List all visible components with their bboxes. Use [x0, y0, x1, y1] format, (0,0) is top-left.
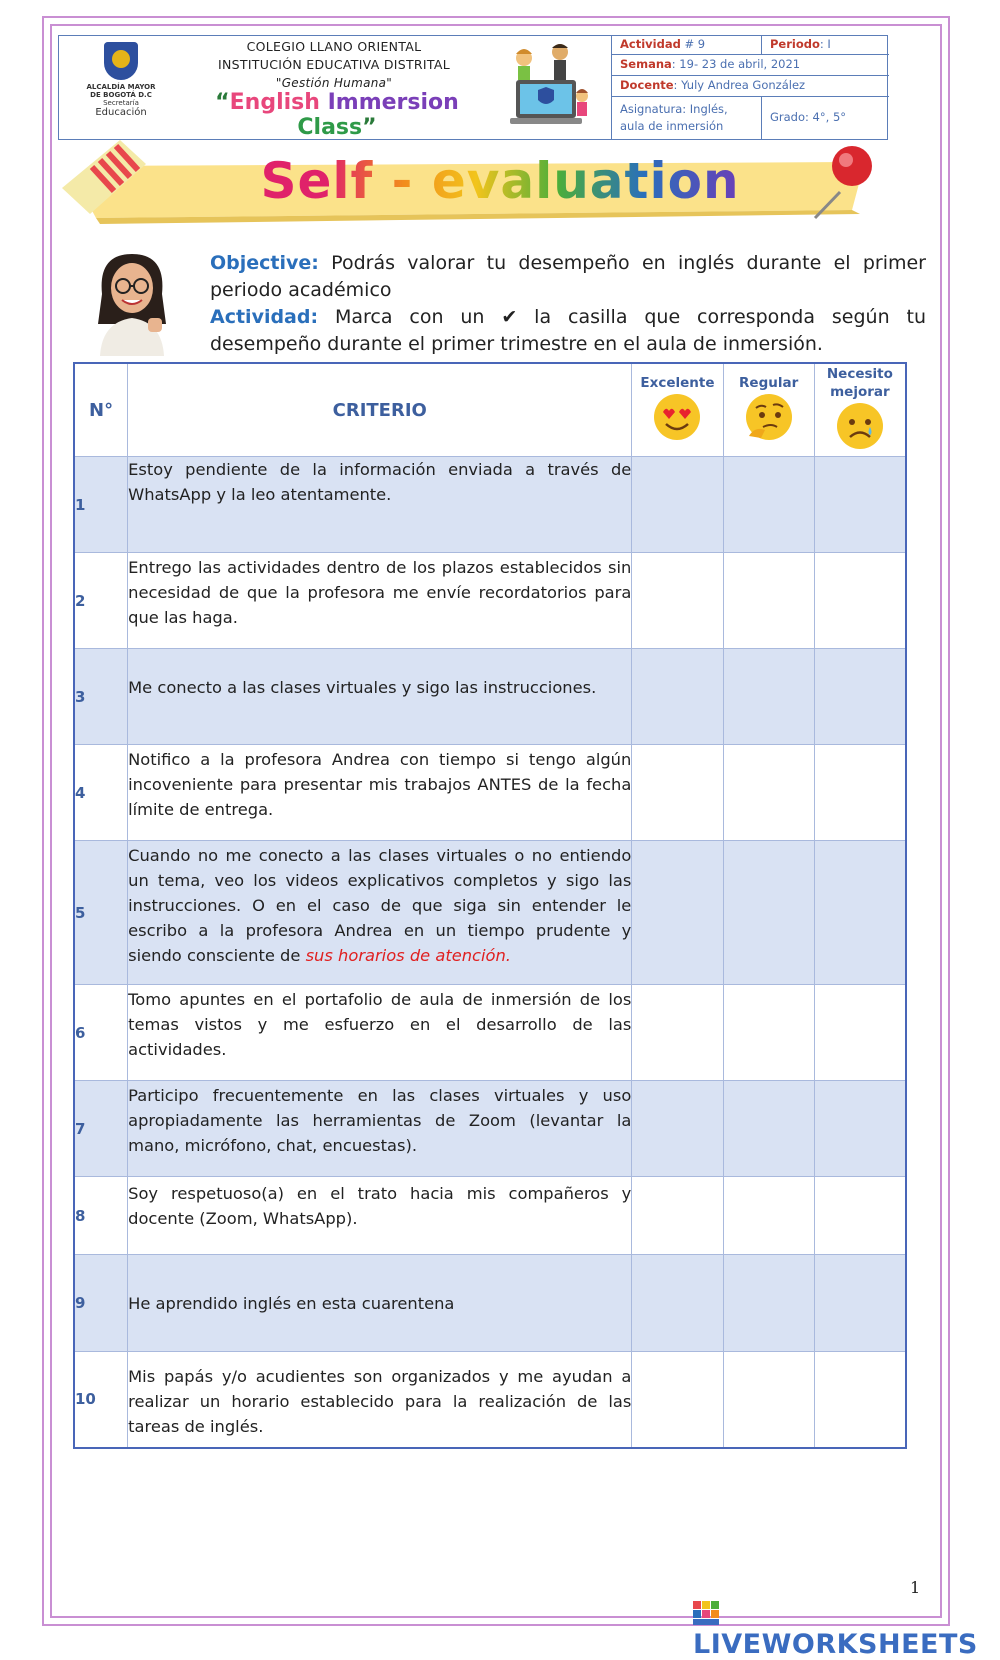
row-number: 10: [74, 1352, 128, 1448]
cell-excelente[interactable]: [632, 649, 723, 745]
objective-paragraph: [210, 250, 926, 304]
docente-value: : Yuly Andrea González: [673, 78, 806, 92]
table-row: [74, 649, 906, 745]
header-info: [611, 35, 888, 140]
cell-necesito-mejorar[interactable]: [814, 1177, 906, 1255]
page-title: [0, 152, 1000, 210]
eic-word-immersion: Immersion: [327, 90, 459, 115]
info-docente: [612, 76, 889, 96]
info-periodo: [762, 35, 889, 55]
cell-excelente[interactable]: [632, 457, 723, 553]
col-header-excelente: [632, 363, 723, 457]
title-text: Self - evaluation: [260, 152, 740, 210]
eic-word-english: English: [229, 90, 320, 115]
actividad-value: # 9: [680, 37, 706, 51]
row-criterio: Participo frecuentemente en las clases virtuales y uso apropiadamente las herramientas de Zoom (levantar la mano, micrófono, chat, encuestas).: [128, 1081, 632, 1177]
crest-line-3: Secretaría: [103, 99, 139, 107]
school-line-3: "Gestión Humana": [275, 76, 393, 90]
cell-excelente[interactable]: [632, 1352, 723, 1448]
cell-excelente[interactable]: [632, 1177, 723, 1255]
crest-line-4: Educación: [95, 107, 147, 118]
cell-excelente[interactable]: [632, 553, 723, 649]
cell-regular[interactable]: [723, 841, 814, 985]
english-immersion-class: [187, 90, 487, 140]
sad-emoji-icon: [835, 401, 885, 451]
periodo-value: : I: [819, 37, 831, 51]
actividad-label: Actividad: [620, 37, 681, 51]
table-row: [74, 457, 906, 553]
school-line-2: INSTITUCIÓN EDUCATIVA DISTRITAL: [218, 57, 450, 72]
asignatura-value-2: aula de inmersión: [620, 119, 724, 133]
cell-excelente[interactable]: [632, 841, 723, 985]
cell-regular[interactable]: [723, 553, 814, 649]
cell-regular[interactable]: [723, 649, 814, 745]
crest-shield-icon: [104, 42, 138, 80]
row-criterio-text: Cuando no me conecto a las clases virtuales o no entiendo un tema, veo los videos explicativos completos y sigo las instrucciones. O en el caso de que siga sin entender le escribo a la profesora Andrea en un tiempo prudente y siendo consciente de: [128, 846, 632, 965]
cell-necesito-mejorar[interactable]: [814, 985, 906, 1081]
table-row: [74, 553, 906, 649]
cell-necesito-mejorar[interactable]: [814, 841, 906, 985]
col-header-regular: [723, 363, 814, 457]
cell-necesito-mejorar[interactable]: [814, 1255, 906, 1352]
cell-necesito-mejorar[interactable]: [814, 649, 906, 745]
info-row-asignatura: [612, 97, 889, 140]
cell-regular[interactable]: [723, 1352, 814, 1448]
periodo-label: Periodo: [770, 37, 820, 51]
cell-necesito-mejorar[interactable]: [814, 553, 906, 649]
table-row: [74, 1081, 906, 1177]
row-number: 2: [74, 553, 128, 649]
row-number: 3: [74, 649, 128, 745]
cell-excelente[interactable]: [632, 985, 723, 1081]
school-line-1: COLEGIO LLANO ORIENTAL: [246, 39, 422, 54]
cell-regular[interactable]: [723, 1177, 814, 1255]
info-actividad: [612, 35, 762, 55]
row-number: 7: [74, 1081, 128, 1177]
row-criterio: Soy respetuoso(a) en el trato hacia mis compañeros y docente (Zoom, WhatsApp).: [128, 1177, 632, 1255]
page-number: 1: [910, 1578, 921, 1597]
cell-regular[interactable]: [723, 457, 814, 553]
mejorar-label-2: mejorar: [830, 384, 890, 400]
cell-regular[interactable]: [723, 1081, 814, 1177]
check-icon: ✔: [501, 306, 518, 328]
table-row: [74, 841, 906, 985]
actividad-instr-label: Actividad:: [210, 306, 319, 328]
thinking-emoji-icon: [741, 392, 797, 442]
heart-eyes-emoji-icon: [652, 392, 702, 442]
semana-label: Semana: [620, 57, 672, 71]
table-row: [74, 1177, 906, 1255]
row-number: 9: [74, 1255, 128, 1352]
cell-necesito-mejorar[interactable]: [814, 1352, 906, 1448]
row-criterio: [128, 841, 632, 985]
eic-quote-close: ”: [362, 115, 377, 140]
info-row-docente: [612, 76, 889, 97]
grado-value: : 4°, 5°: [805, 110, 847, 124]
info-semana: [612, 55, 889, 75]
semana-value: : 19- 23 de abril, 2021: [671, 57, 801, 71]
eic-quote-open: “: [215, 90, 230, 115]
asignatura-value-1: : Inglés,: [682, 102, 728, 116]
eic-word-class: Class: [297, 115, 363, 140]
row-criterio-highlight: sus horarios de atención.: [305, 946, 511, 965]
row-criterio: Notifico a la profesora Andrea con tiempo si tengo algún incoveniente para presentar mis trabajos ANTES de la fecha límite de entrega.: [128, 745, 632, 841]
cell-excelente[interactable]: [632, 1255, 723, 1352]
cell-regular[interactable]: [723, 985, 814, 1081]
liveworksheets-brand: [693, 1598, 1000, 1660]
mejorar-label-1: Necesito: [826, 366, 893, 382]
school-name: [189, 38, 479, 92]
actividad-instr-post: la casilla que corresponda según tu desempeño durante el primer trimestre en el aula de inmersión.: [210, 306, 927, 355]
objective-section: [210, 250, 926, 358]
teacher-avatar-icon: [86, 248, 176, 356]
row-number: 1: [74, 457, 128, 553]
table-row: [74, 745, 906, 841]
objective-text: Podrás valorar tu desempeño en inglés durante el primer periodo académico: [210, 252, 926, 301]
info-row-actividad: [612, 35, 889, 55]
cell-excelente[interactable]: [632, 1081, 723, 1177]
cell-excelente[interactable]: [632, 745, 723, 841]
row-criterio: Estoy pendiente de la información enviada a través de WhatsApp y la leo atentamente.: [128, 457, 632, 553]
table-row: [74, 1352, 906, 1448]
docente-label: Docente: [620, 78, 674, 92]
cell-regular[interactable]: [723, 1255, 814, 1352]
row-number: 5: [74, 841, 128, 985]
table-header-row: [74, 363, 906, 457]
cell-regular[interactable]: [723, 745, 814, 841]
cell-necesito-mejorar[interactable]: [814, 457, 906, 553]
regular-label: Regular: [739, 375, 799, 391]
info-asignatura: [612, 97, 762, 140]
row-number: 6: [74, 985, 128, 1081]
excelente-label: Excelente: [640, 375, 715, 391]
table-row: [74, 985, 906, 1081]
header-left: [59, 36, 611, 139]
info-row-semana: [612, 55, 889, 76]
crest-line-2: DE BOGOTÁ D.C: [90, 91, 152, 99]
criteria-table: [73, 362, 907, 1449]
row-criterio: He aprendido inglés en esta cuarentena: [128, 1255, 632, 1352]
cell-necesito-mejorar[interactable]: [814, 1081, 906, 1177]
actividad-instr-pre: Marca con un: [318, 306, 502, 328]
worksheet-header: [58, 35, 888, 140]
bogota-crest: [73, 42, 169, 132]
col-header-necesito-mejorar: [814, 363, 906, 457]
info-grado: [762, 97, 889, 140]
objective-label: Objective:: [210, 252, 319, 274]
row-number: 4: [74, 745, 128, 841]
row-criterio: Entrego las actividades dentro de los plazos establecidos sin necesidad de que la profesora me envíe recordatorios para que las haga.: [128, 553, 632, 649]
row-number: 8: [74, 1177, 128, 1255]
asignatura-label: Asignatura: [620, 102, 683, 116]
row-criterio: Me conecto a las clases virtuales y sigo las instrucciones.: [128, 649, 632, 745]
cell-necesito-mejorar[interactable]: [814, 745, 906, 841]
actividad-paragraph: [210, 304, 926, 358]
row-criterio: Tomo apuntes en el portafolio de aula de inmersión de los temas vistos y me esfuerzo en el desarrollo de las actividades.: [128, 985, 632, 1081]
col-header-criterio: CRITERIO: [128, 363, 632, 457]
brand-text: LIVEWORKSHEETS: [693, 1629, 978, 1660]
liveworksheets-logo-icon: [693, 1601, 719, 1625]
crest-line-1: ALCALDÍA MAYOR: [86, 83, 156, 91]
table-row: [74, 1255, 906, 1352]
row-criterio: Mis papás y/o acudientes son organizados y me ayudan a realizar un horario establecido para la realización de las tareas de inglés.: [128, 1352, 632, 1448]
kids-laptop-icon: [504, 38, 594, 133]
col-header-num: N°: [74, 363, 128, 457]
grado-label: Grado: [770, 110, 806, 124]
